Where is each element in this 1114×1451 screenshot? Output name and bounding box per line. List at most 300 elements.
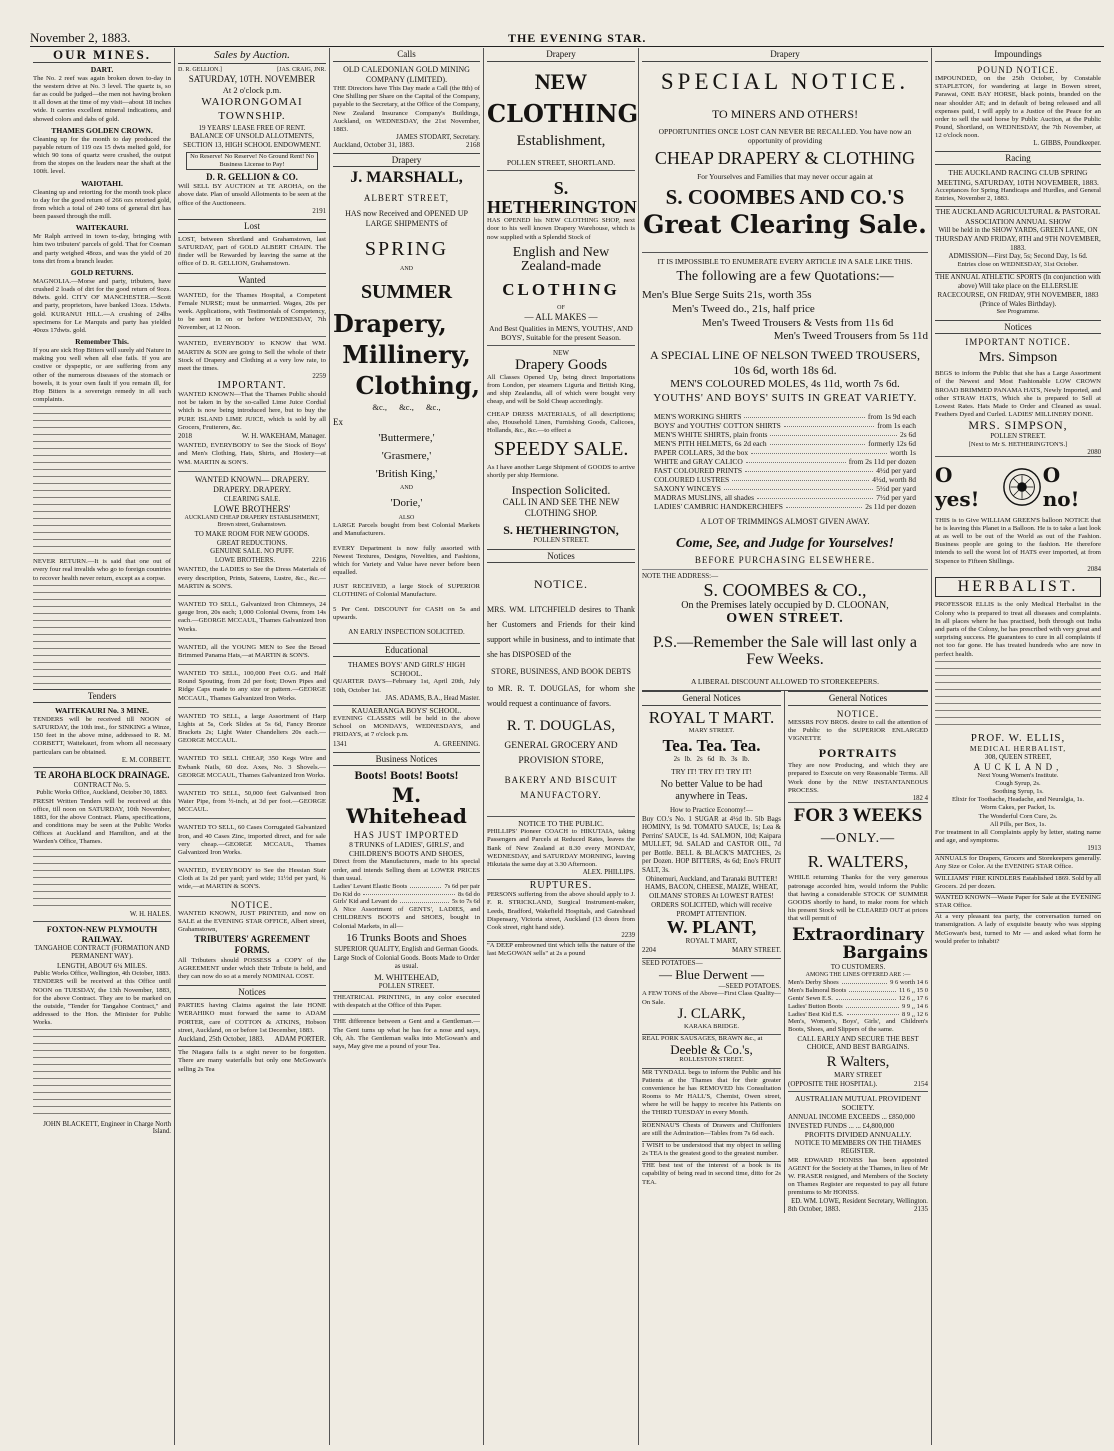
price-value: 8s 6d do xyxy=(457,890,480,898)
parcels: LARGE Parcels bought from best Colonial Markets and Manufacturers. xyxy=(333,522,480,538)
waitekauri-mine-signature: E. M. CORBETT. xyxy=(121,756,171,764)
walters-number: 2154 xyxy=(914,1079,928,1088)
price-item: Ladies' Button Boots xyxy=(788,1002,843,1010)
tea-prices: 2s lb. 2s 6d lb. 3s lb. xyxy=(673,754,750,763)
and-1: AND xyxy=(400,266,413,273)
coombes-name-2: S. COOMBES & CO., xyxy=(703,580,867,601)
public-notice: NOTICE TO THE PUBLIC. xyxy=(487,816,635,828)
price-row xyxy=(654,475,916,484)
see-programme: See Programme. xyxy=(996,308,1040,316)
gold-returns-text: MAGNOLIA.—Morse and party, tributers, have crushed 2 loads of dirt for the good return of 9ozs. 8dwts. gold. CITY OF MANCHESTER.—Scott and party, proprietors, have banked 13ozs. 15dwts. gold. KURANUI HILL.—A crushing of 24lbs specimens for Le Marquis and party has yielded 40ozs 17dwts. gold. xyxy=(33,277,171,334)
wanted-iron: WANTED TO SELL, 60 Cases Corrugated Galvanized Iron, and 40 Cases Zinc, imported direct, and for sale very cheap.—GEORGE MCCAUL, Thames Galvanized Iron Works. xyxy=(178,822,326,862)
liberal-discount: A LIBERAL DISCOUNT ALLOWED TO STOREKEEPERS. xyxy=(642,677,928,691)
kauaeranga-signature: A. GREENING. xyxy=(433,739,480,748)
price-item: Men's Derby Shoes xyxy=(788,979,839,987)
ps-remember: P.S.—Remember the Sale will last only a Few Weeks. xyxy=(653,634,917,668)
wanted-martin-number: 2259 xyxy=(312,373,326,381)
section-notices: Notices xyxy=(487,549,635,563)
douglas-name: R. T. DOUGLAS, xyxy=(506,718,616,735)
balance: BALANCE OF UNSOLD ALLOTMENTS, SECTION 13, HIGH SCHOOL ENDOWMENT. xyxy=(183,132,321,150)
racing-club: THE AUCKLAND RACING CLUB SPRING MEETING, SATURDAY, 10TH NOVEMBER, 1883. xyxy=(937,168,1099,187)
foxton-signature: JOHN BLACKETT, Engineer in Charge North Island. xyxy=(43,1121,171,1136)
price-item: PAPER COLLARS, 3d the box xyxy=(654,447,749,457)
remember-text: If you are sick Hop Bitters will surely aid Nature in making you well when all else fails. If you are costive or dyspeptic, or are suffering from any other of the numerous diseases of the stomach or bowels, it is your own fault if you remain ill, for Hop Bitters is a sovereign remedy in all such complaints. xyxy=(33,347,171,404)
sale-time: At 2 o'clock p.m. xyxy=(222,85,282,96)
simpson-next: [Next to Mr S. HETHERINGTON'S.] xyxy=(968,440,1068,448)
price-row xyxy=(654,430,916,439)
dart-heading: DART. xyxy=(90,64,114,74)
quote-trousers-vests: Men's Tweed Trousers & Vests from 11s 6d xyxy=(702,316,894,329)
waste-paper: WANTED KNOWN—Waste Paper for Sale at the EVENING STAR Office. xyxy=(935,893,1101,910)
high-school: THAMES BOYS' AND GIRLS' HIGH SCHOOL. xyxy=(347,659,466,678)
extraordinary: Extraordinary xyxy=(792,925,924,946)
price-row xyxy=(788,995,928,1003)
article-text-block xyxy=(33,585,171,685)
litchfield-text: MRS. WM. LITCHFIELD desires to Thank her Customers and Friends for their kind support while in business, and to intimate that she has DISPOSED of the xyxy=(487,604,635,660)
lost-text: LOST, between Shortland and Grahamstown, last SATURDAY, part of GOLD ALBERT CHAIN. The finder will be Rewarded by leaving the same at the office of D. R. GELLION, Grahamstown. xyxy=(178,235,326,268)
no-reserve: No Reserve! No Reserve! No Ground Rent! No Business License to Pay! xyxy=(186,152,318,170)
section-wanted: Wanted xyxy=(178,273,326,287)
next-institute: Next Young Women's Institute. xyxy=(977,771,1059,779)
price-value: 7s 6d per pair xyxy=(444,882,480,890)
column-coombes xyxy=(638,48,931,1445)
caledonian-signature: JAMES STODART, Secretary. xyxy=(396,134,480,142)
every-department: EVERY Department is now fully assorted with Newest Textures, Designs, Novelties, and Fashions, which for Variety and Value have never before been equalled. xyxy=(333,544,480,577)
mens-womens: Men's, Women's, Boys', Girls', and Children's Boots, Shoes, and Slippers of the same. xyxy=(788,1018,928,1034)
bargains: Bargains xyxy=(842,943,928,964)
golden-crown-heading: THAMES GOLDEN CROWN. xyxy=(51,125,153,135)
profits-divided: PROFITS DIVIDED ANNUALLY. xyxy=(804,1130,912,1140)
direct: Direct from the Manufacturers, made to his special order, and intends Selling them at LOWER PRICES than usual. xyxy=(333,858,480,882)
general-notices-split xyxy=(642,691,928,1213)
important-notice: IMPORTANT NOTICE. xyxy=(965,337,1071,348)
plant-number: 2204 xyxy=(642,945,656,954)
aroha-contract: CONTRACT No. 5. xyxy=(73,780,131,789)
section-drapery: Drapery xyxy=(487,48,635,62)
column-auctions xyxy=(174,48,329,1445)
price-row xyxy=(788,1011,928,1019)
invested-funds: INVESTED FUNDS ... ... £4,800,000 xyxy=(788,1121,895,1130)
caledonian-heading: OLD CALEDONIAN GOLD MINING COMPANY (LIMITED). xyxy=(343,65,470,84)
plant-name: W. PLANT, xyxy=(666,917,757,938)
quotations: The following are a few Quotations:— xyxy=(676,269,894,285)
niagara-text: The Niagara falls is a sight never to be forgotten. There are many waterfalls but only one McGowan's selling 2s Tea xyxy=(178,1046,326,1074)
price-row xyxy=(333,898,480,906)
plant-street: MARY STREET. xyxy=(731,945,781,954)
price-value: 5½d per yard xyxy=(876,483,916,493)
deeble: Deeble & Co.'s, xyxy=(670,1041,753,1057)
gellion-firm: D. R. GELLION & CO. xyxy=(206,172,298,183)
remedy-5: The Wonderful Corn Cure, 2s. xyxy=(978,812,1058,820)
wanted-pipe: WANTED TO SELL, 50,000 feet Galvanised Iron Water Pipe, from ½-inch, at 3d per foot.—GEORGE MCCAUL. xyxy=(178,788,326,820)
karaka-bridge: KARAKA BRIDGE. xyxy=(684,1022,739,1030)
new-heading: NEW xyxy=(534,69,588,94)
all-makes: — ALL MAKES — xyxy=(524,312,598,323)
nice-assortment: A Nice Assortment of GENTS', LADIES, and CHILDREN'S BOOTS and SHOES, bought in Colonial Markets, in all— xyxy=(333,906,480,930)
few-tons: A FEW TONS of the Above—First Class Quality—On Sale. xyxy=(642,990,781,1006)
herbalist-end: For treatment in all Complaints apply by letter, stating name and age, and symptoms. xyxy=(935,828,1101,845)
drapery-goods: Drapery Goods xyxy=(514,357,608,374)
remember-heading: Remember This. xyxy=(75,337,129,347)
claims-text: PARTIES having Claims against the late HONE WERAHIKO must forward the same to ADAM PORTER, care of COTTON & ATKINS, Hobson street, Auckland, on or before 1st December, 1883. xyxy=(178,1002,326,1034)
price-item: FAST COLOURED PRINTS xyxy=(654,465,743,475)
price-value: from 1s 9d each xyxy=(867,411,916,421)
herbalist-text: PROFESSOR ELLIS is the only Medical Herbalist in the Colony who is prepared to treat all diseases and complaints. In all places where he has practised, both through out India and parts of the Colony, he has prescribed with very great and surprising success. He guarantees to cure in all complaints if not too far gone. He has treated hundreds who are now in perfect health. xyxy=(935,601,1101,658)
price-row xyxy=(654,421,916,430)
dart-text: The No. 2 reef was again broken down to-day in the western drive at No. 3 level. The quartz is, so far as could be judged—the men not having broken it all down at the time of my visit—about 18 inches wide. It carries excellent mineral indications, and showed colors and dabs of gold. xyxy=(33,74,171,123)
price-value: worth 1s xyxy=(889,447,916,457)
impossible: IT IS IMPOSSIBLE TO ENUMERATE EVERY ARTICLE IN A SALE LIKE THIS. xyxy=(642,252,928,266)
price-row xyxy=(654,448,916,457)
orders: ORDERS SOLICITED, which will receive PROMPT ATTENTION. xyxy=(651,900,772,918)
claims-date: Auckland, 25th October, 1883. xyxy=(178,1034,265,1043)
walters-text: WHILE returning Thanks for the very generous patronage accorded him, would inform the Public that having a considerable STOCK OF SUMMER GOODS shortly to hand, to make room for which his present Stock will be CLEARED OUT at prices that will permit of xyxy=(788,874,928,923)
important-text: WANTED KNOWN—That the Thames Public should not be taken in by the so-called Lime Juice Cordial which is now being introduced here, but to buy the PURE ISLAND LIME JUICE, which is sold by all Grocers, Fruiterers, &c. xyxy=(178,391,326,431)
column-mines xyxy=(30,48,174,1445)
price-row xyxy=(654,439,916,448)
albert-street: ALBERT STREET, xyxy=(363,193,450,204)
millinery-script: Millinery, xyxy=(342,339,471,369)
among-lines: AMONG THE LINES OFFERED ARE :— xyxy=(805,971,911,978)
remedy-2: Soothing Syrup, 1s. xyxy=(992,788,1044,796)
and-2: AND xyxy=(400,485,413,492)
pound-signature: L. GIBBS, Poundkeeper. xyxy=(1033,140,1101,148)
members-notice: NOTICE TO MEMBERS ON THE THAMES REGISTER. xyxy=(794,1139,922,1156)
price-row xyxy=(333,883,480,891)
call-early: CALL EARLY AND SECURE THE BEST CHOICE, AND BEST BARGAINS. xyxy=(797,1034,919,1052)
remedy-3: Elixir for Toothache, Headache, and Neuralgia, 1s. xyxy=(952,796,1084,804)
township: WAIORONGOMAI TOWNSHIP. xyxy=(201,96,303,122)
section-impoundings: Impoundings xyxy=(935,48,1101,62)
price-row xyxy=(654,484,916,493)
ship-buttermere: 'Buttermere,' xyxy=(378,432,435,445)
economy: How to Practice Economy!— xyxy=(669,806,753,815)
auction-text: Will SELL BY AUCTION at TE AROHA, on the above date. Plan of unsold Allotments to be seen at the office of the Auctioneers. xyxy=(178,183,326,207)
pork-sausages: REAL PORK SAUSAGES, BRAWN &c., at xyxy=(642,1034,781,1043)
waiotahi-heading: WAIOTAHI. xyxy=(81,178,123,188)
note-address: NOTE THE ADDRESS:— xyxy=(642,569,928,581)
waiotahi-text: Cleaning up and retorting for the month took place to day for the good return of 266 ozs retorted gold, from which a total of 240 tons of general dirt has been passed through the mill. xyxy=(33,188,171,221)
tyndall-text: MR TYNDALL begs to inform the Public and his Patients at the Thames that for their greater convenience he has REMOVED his Consultation Rooms to Mr HALL'S, Chemist, Owen street, where he will be happy to receive his Patients on the THIRD TUESDAY in every Month. xyxy=(642,1068,781,1117)
to-customers: TO CUSTOMERS. xyxy=(830,963,886,972)
important-number: 2018 xyxy=(178,431,192,440)
coombes-name: S. COOMBES AND CO.'S xyxy=(665,184,905,209)
simpson-text: BEGS to inform the Public that she has a Large Assortment of the Newest and Most Fashionable LOW CROWN BROAD BRIMMED PANAMA HATS, Newly Imported, and other STRAW HATS, Which she is prepared to Sell at Lowest Rates. Hats Made to Order and Cleaned as usual. Feathers Dyed and Curled. LADIES' MILLINERY DONE. xyxy=(935,370,1101,419)
amp-signature: ED. WM. LOWE, Resident Secretary, Wellington. xyxy=(791,1197,928,1205)
walters-name: R. WALTERS, xyxy=(807,851,909,871)
price-item: SAXONY WINCEYS xyxy=(654,483,721,493)
waitekauri-mine-heading: WAITEKAURI No. 3 MINE. xyxy=(55,705,149,715)
whitehead-name: M. Whitehead xyxy=(346,782,467,828)
pollen-street: POLLEN STREET, SHORTLAND. xyxy=(487,158,635,171)
establishment: Establishment, xyxy=(516,133,606,150)
prof-ellis: PROF. W. ELLIS, xyxy=(970,731,1066,744)
ruptures-heading: RUPTURES. xyxy=(487,879,635,891)
butter: Ohinemuri, Auckland, and Taranaki BUTTER! xyxy=(645,874,778,883)
hetherington-opened: HAS OPENED his NEW CLOTHING SHOP, next door to his well known Drapery Warehouse, which is now supplied with a Splendid Stock of xyxy=(487,217,635,241)
marshall-received: HAS now Received and OPENED UP LARGE SHIPMENTS of xyxy=(345,209,468,229)
price-value: 4½d, worth 8d xyxy=(872,474,916,484)
discount: 5 Per Cent. DISCOUNT for CASH on 5s and upwards. xyxy=(333,605,480,621)
simpson-name-2: MRS. SIMPSON, xyxy=(968,418,1068,433)
notice-heading: NOTICE. xyxy=(534,576,588,591)
quote-trousers: Men's Tweed Trousers from 5s 11d xyxy=(773,330,928,343)
foxton-text: TENDERS will be received at this Office until NOON on TUESDAY, the 13th November, 1883, for the above Contract. They are to be marked on the outside, "Tender for Tangahoe Contract," and addressed to the Hon. the Minister for Public Works. xyxy=(33,978,171,1027)
waitekauri-text: Mr Ralph arrived in town to-day, bringing with him two tributers' parcels of gold. That for Cosman and party weighed 48ozs, and was the yield of 20 tons dirt from a branch leader. xyxy=(33,233,171,265)
blue-derwent: — Blue Derwent — xyxy=(658,967,765,983)
pound-text: IMPOUNDED, on the 25th October, by Constable STAPLETON, for wandering at large in Bowen street, Parawai, ONE BAY HORSE, black points, branded on the near shoulder AE; and in default of being released and all expenses paid, I will apply to a Justice of the Peace for an order to sell the said horse by Public Auction, at the Public Pound, Shortland, on WEDNESDAY, the 7th November, at 12 o'clock noon. xyxy=(935,75,1101,140)
annuals: ANNUALS for Drapers, Grocers and Storekeepers generally. Any Size or Color. At the EVENING STAR Office. xyxy=(935,855,1101,871)
book-test-text: THE best test of the interest of a book is its capability of being read in second time, ditto for 2s TEA. xyxy=(642,1162,781,1186)
foxton-office: Public Works Office, Wellington, 4th October, 1883. xyxy=(33,970,171,978)
section-tenders: Tenders xyxy=(33,689,171,703)
section-drapery: Drapery xyxy=(642,48,928,62)
caledonian-number: 2168 xyxy=(466,141,480,150)
balloon-text: THIS is to Give WILLIAM GREEN'S balloon NOTICE that he is leaving this Planet in a Balloon. He is to take a last look at as well to be out of the World as out of the Fashion. Business people are going to the fashion. He therefore intends to sell the worst lot of HATS ever imported, at from Sixpence to Fifteen Shillings. xyxy=(935,516,1101,565)
nelson-trousers: A SPECIAL LINE OF NELSON TWEED TROUSERS, 10s 6d, worth 18s 6d. xyxy=(649,348,921,378)
notice-heading: NOTICE. xyxy=(230,899,274,910)
simpson-number: 2080 xyxy=(1087,448,1101,456)
price-item: Ladies' Best Kid E.S. xyxy=(788,1010,844,1018)
price-value: 5s to 7s 6d xyxy=(452,898,480,906)
tributers-text: All Tributers should POSSESS a COPY of the AGREEMENT under which their Tribute is held, and they can now do so at a merely NOMINAL COST. xyxy=(178,956,326,980)
douglas-transfer: to MR. R. T. DOUGLAS, for whom she would request a continuance of favors. xyxy=(487,683,635,708)
price-value: from 1s each xyxy=(877,420,916,430)
price-row xyxy=(333,891,480,899)
balloon-number: 2084 xyxy=(1087,565,1101,573)
come-see-judge: Come, See, and Judge for Yourselves! xyxy=(676,535,894,551)
waitekauri-heading: WAITEKAURI. xyxy=(75,223,129,233)
aroha-signature: W. H. HALES. xyxy=(129,910,171,918)
kauaeranga-text: EVENING CLASSES will be held in the above School on MONDAYS, WEDNESDAYS, and FRIDAYS, at 7 o'clock p.m. xyxy=(333,715,480,739)
price-item: MEN'S PITH HELMETS, 6s 2d each xyxy=(654,438,767,448)
price-value: from 2s 11d per dozen xyxy=(848,456,916,466)
tributers-forms: TRIBUTERS' AGREEMENT FORMS. xyxy=(194,934,310,956)
price-row xyxy=(654,457,916,466)
article-text-block xyxy=(33,1029,171,1119)
auckland: AUCKLAND, xyxy=(973,761,1063,772)
wanted-known-forms: WANTED KNOWN, JUST PRINTED, and now on SALE at the EVENING STAR OFFICE, Albert street, Grahamstown, xyxy=(178,909,326,933)
also: ALSO xyxy=(398,514,415,521)
herbalist-number: 1913 xyxy=(1087,845,1101,853)
price-item: MEN'S WHITE SHIRTS, plain fronts xyxy=(654,429,768,439)
section-sales-by-auction: Sales by Auction. xyxy=(178,48,326,64)
genuine-sale: GENUINE SALE. NO PUFF. xyxy=(210,547,294,556)
important-signature: W. H. WAKEHAM, Manager. xyxy=(241,431,326,440)
plant-sub: ROYAL T MART, xyxy=(685,937,738,946)
english-goods: SUPERIOR QUALITY, English and German Goods. Large Stock of Colonial Goods. Boots Made to Order as usual. xyxy=(333,946,480,971)
section-educational: Educational xyxy=(333,643,480,657)
quote-tweed: Men's Tweed do., 21s, half price xyxy=(672,302,815,315)
summer: SUMMER xyxy=(360,280,453,303)
lowe-establishment: AUCKLAND CHEAP DRAPERY ESTABLISHMENT, Brown street, Grahamstown. xyxy=(184,514,320,529)
grocery: GENERAL GROCERY AND PROVISION STORE, xyxy=(504,740,618,766)
new-2: NEW xyxy=(553,349,569,358)
families: For Yourselves and Families that may never occur again at xyxy=(697,172,873,182)
all-classes: All Classes Opened Up, being direct Importations from London, per steamers Liguria and British King, and ship Zealandia, all of which were bought very cheap, and will be Sold Cheap accordingly. xyxy=(487,373,635,406)
wanted-known-drapery: WANTED KNOWN— DRAPERY. DRAPERY. DRAPERY. xyxy=(194,474,310,494)
premises: On the Premises lately occupied by D. CLOONAN, xyxy=(681,599,889,611)
waitekauri-mine-text: TENDERS will be received till NOON of SATURDAY, the 10th inst., for SINKING a Winze, 150 feet in the above mine, addressed to R. M. CORBETT, Waitekauri, from whom all necessary particulars can be obtained. xyxy=(33,715,171,756)
theatrical-printing: THEATRICAL PRINTING, in any color executed with despatch at the Office of this Paper. xyxy=(333,991,480,1015)
lowe-number: 2216 xyxy=(312,556,326,565)
price-value: 12 6 ,, 17 6 xyxy=(898,994,928,1002)
clearing-sale: CLEARING SALE. xyxy=(223,494,281,503)
racing-text: Acceptances for Spring Handicaps and Hurdles, and General Entries, November 2, 1883. xyxy=(935,187,1101,203)
hetherington-name-2: S. HETHERINGTON, xyxy=(503,522,619,537)
wanted-spouting: WANTED TO SELL, 100,000 Feet O.G. and Half Round Spouting, from 2d per foot; Down Pipes and Ridge Caps made to any size or pattern.—GEORGE MCCAUL, Thames Galvanized Iron Works. xyxy=(178,668,326,708)
section-business-notices: Business Notices xyxy=(333,752,480,766)
try-it: TRY IT! TRY IT! TRY IT! xyxy=(671,766,752,776)
price-value: 11 6 ,, 15 0 xyxy=(898,987,928,995)
early-inspection: AN EARLY INSPECTION SOLICITED. xyxy=(348,627,465,636)
price-value: 2s 11d per dozen xyxy=(865,501,916,511)
section-general-notices-2: General Notices xyxy=(788,691,928,706)
section-lost: Lost xyxy=(178,219,326,233)
price-item: Do Kid do xyxy=(333,890,361,898)
call-in: CALL IN AND SEE THE NEW CLOTHING SHOP. xyxy=(502,497,620,519)
general-notices-left xyxy=(642,691,785,1213)
show-text: Will be held in the SHOW YARDS, GREEN LANE, ON THURSDAY AND FRIDAY, 8TH and 9TH NOVEMBER, 1883. xyxy=(935,226,1101,252)
price-row xyxy=(654,466,916,475)
section-general-notices: General Notices xyxy=(642,691,781,706)
price-value: 9 9 ,, 14 6 xyxy=(902,1002,928,1010)
firm-left: D. R. GELLION.] xyxy=(178,67,222,73)
o-no: O no! xyxy=(1042,462,1080,511)
caledonian-date: Auckland, October 31, 1883. xyxy=(333,141,415,150)
ap-association: THE AUCKLAND AGRICULTURAL & PASTORAL ASSOCIATION ANNUAL SHOW xyxy=(935,207,1101,226)
simpson-street: POLLEN STREET. xyxy=(990,431,1046,440)
clothing-script: Clothing, xyxy=(355,371,480,401)
sale-date: SATURDAY, 10TH. NOVEMBER xyxy=(188,74,316,85)
amp-date: 8th October, 1883. xyxy=(788,1204,841,1213)
price-value: 8 9 ,, 12 6 xyxy=(902,1010,928,1018)
another-shipment: As I have another Large Shipment of GOODS to arrive shortly per ship Hermione. xyxy=(487,464,635,480)
owen-street: OWEN STREET. xyxy=(726,611,844,627)
clothing-heading: CLOTHING xyxy=(487,99,638,129)
ruptures-number: 2239 xyxy=(621,932,635,940)
medical-herbalist: MEDICAL HERBALIST, xyxy=(969,744,1067,754)
admission: ADMISSION—First Day, 5s; Second Day, 1s 6d. xyxy=(948,252,1088,261)
trunks-16: 16 Trunks Boots and Shoes xyxy=(346,931,467,944)
honiss-text: MR EDWARD HONISS has been appointed AGENT for the Society at the Thames, in lieu of Mr W. FRASER resigned, and Members of the Society on Thames Register are requested to pay all future premiums to Mr HONISS. xyxy=(788,1156,928,1197)
ship-british-king: 'British King,' xyxy=(375,467,438,480)
make-room: TO MAKE ROOM FOR NEW GOODS. xyxy=(194,529,310,538)
article-text-block xyxy=(935,661,1101,731)
portraits: PORTRAITS xyxy=(818,745,898,760)
foy-text: MESSRS FOY BROS. desire to call the attention of the Public to the SUPERIOR ENLARGED VIGNETTE xyxy=(788,719,928,743)
athletic-sports: THE ANNUAL ATHLETIC SPORTS (In conjunction with above) Will take place on the ELLERSLIE RACECOURSE, ON FRIDAY, 9TH NOVEMBER, 1883 (Prince of Wales Birthday). xyxy=(935,273,1101,308)
clark-name: J. CLARK, xyxy=(677,1005,746,1022)
inspection-solicited: Inspection Solicited. xyxy=(511,483,611,498)
ship-grasmere: 'Grasmere,' xyxy=(381,449,432,462)
pound-notice: POUND NOTICE. xyxy=(977,65,1059,75)
price-value: formerly 12s 6d xyxy=(868,438,916,448)
gold-returns-heading: GOLD RETURNS. xyxy=(70,267,134,277)
english-nz: English and New Zealand-made xyxy=(512,244,610,275)
gent-text: THE difference between a Gent and a Gentleman.—The Gent turns up what he has for a nose and says, Oh, Ah. The Gentleman walks into McGowan's and says, May give me a pound of your Tea. xyxy=(333,1018,480,1050)
boots-heading: Boots! Boots! Boots! xyxy=(354,768,459,782)
amp-number: 2135 xyxy=(914,1204,928,1213)
simpson-name: Mrs. Simpson xyxy=(978,350,1058,366)
lowe-signature: LOWE BROTHERS. xyxy=(214,556,276,565)
aroha-office: Public Works Office, Auckland, October 30, 1883. xyxy=(36,789,168,797)
ruptures-text: PERSONS suffering from the above should apply to J. F. R. STRICKLAND, Surgical Instrument-maker, Leeds, Bradford, Wakefield Hospitals, and Gateshead Dispensary, Victoria street, Auckland (13 doors from Cook street, right hand side). xyxy=(487,891,635,931)
price-list xyxy=(654,412,916,511)
tea-party-text: At a very pleasant tea party, the conversation turned on transmigration. A lady of exquisite beauty who was sipping McGowan's best, turned to Mr — and asked what form he would prefer to inhabit? xyxy=(935,913,1101,945)
just-received: JUST RECEIVED, a large Stock of SUPERIOR CLOTHING of Colonial Manufacture. xyxy=(333,583,480,599)
whitehead-signature: M. WHITEHEAD, xyxy=(374,971,439,982)
wanted-ladies: WANTED, the LADIES to See the Dress Materials of every description, Prints, Sateens, Lustre, &c., &c.—MARTIN & SON'S. xyxy=(178,564,326,596)
section-notices: Notices xyxy=(178,985,326,999)
price-value: 9 6 worth 14 6 xyxy=(890,979,928,987)
aroha-heading: TE AROHA BLOCK DRAINAGE. xyxy=(34,769,170,780)
remedy-6: All Pills, per Box, 1s. xyxy=(989,820,1047,828)
tea-object-text: I WISH to be understood that my object in selling 2s TEA is the greatest good to the greatest number. xyxy=(642,1141,781,1158)
marshall-name: J. MARSHALL, xyxy=(350,169,463,187)
issue-date: November 2, 1883. xyxy=(30,30,131,45)
masthead xyxy=(30,30,1104,47)
only: —ONLY.— xyxy=(820,830,896,846)
price-item: MADRAS MUSLINS, all shades xyxy=(654,492,755,502)
wanted-martin: WANTED, EVERYBODY to KNOW that WM. MARTIN & SON are going to Sell the whole of their Stock of Drapery and Clothing at a very low rate, to meet the times. xyxy=(178,340,326,372)
royal-mart: ROYAL T MART. xyxy=(648,708,775,728)
wanted-kegs: WANTED TO SELL CHEAP, 350 Kegs Wire and Ewbank Nails, 60 doz. Axes, No. 3 Shovels.—GEORGE MCCAUL, Thames Galvanized Iron Works. xyxy=(178,753,326,785)
great-clearing-sale: Great Clearing Sale. xyxy=(643,209,927,239)
wanted-stair-cloth: WANTED, EVERYBODY to See the Hessian Stair Cloth at 1s 2d per yard; yard wide; 11½d per yard, ¾ wide,—at MARTIN & SON'S. xyxy=(178,865,326,897)
column-calls xyxy=(329,48,483,1445)
of: OF xyxy=(557,304,565,311)
pollen-street-2: POLLEN STREET. xyxy=(533,536,589,545)
price-item: MEN'S WORKING SHIRTS xyxy=(654,411,742,421)
amp-society: AUSTRALIAN MUTUAL PROVIDENT SOCIETY. xyxy=(788,1091,928,1113)
walters-name-2: R Walters, xyxy=(826,1054,890,1071)
price-value: 7½d per yard xyxy=(876,492,916,502)
general-notices-right xyxy=(785,691,928,1213)
foxton-length: LENGTH, ABOUT 6¼ MILES. xyxy=(56,961,148,970)
seed-potatoes: SEED POTATOES— xyxy=(642,958,781,968)
price-value: 2s 6d xyxy=(899,429,916,439)
foy-process: They are now Producing, and which they are prepared to Execute on very Reasonable Terms. All Work done by the NEW INSTANTANEOUS PROCESS. xyxy=(788,762,928,794)
o-yes-banner xyxy=(935,456,1101,517)
trunks: 8 TRUNKS of LADIES', GIRLS', and CHILDREN'S BOOTS AND SHOES, xyxy=(348,839,465,858)
price-row xyxy=(788,979,928,987)
remember-end: NEVER RETURN.—It is said that one out of every four real invalids who go to foreign countries to recover health never return, except as a corpse. xyxy=(33,558,171,582)
bakery: BAKERY AND BISCUIT MANUFACTORY. xyxy=(504,775,618,800)
price-row xyxy=(788,1003,928,1011)
walters-price-list xyxy=(788,979,928,1018)
phillips-signature: ALEX. PHILLIPS. xyxy=(582,869,635,877)
high-school-signature: JAS. ADAMS, B.A., Head Master. xyxy=(385,694,480,702)
remedy-1: Cough Syrup, 2s. xyxy=(995,780,1041,788)
wanted-chimneys: WANTED TO SELL, Galvanized Iron Chimneys, 24 gauge Iron, 20s each; 1,000 Colonial Ovens, from 14s each.—GEORGE MCCAUL, Thames Galvanized Iron Works. xyxy=(178,599,326,639)
spring: SPRING xyxy=(364,238,449,261)
cheap-dress: CHEAP DRESS MATERIALS, of all descriptions; also, Household Linen, Furnishing Goods, Calicoes, Hollands, &c., &c.—to effect a xyxy=(487,410,635,434)
important-heading: IMPORTANT. xyxy=(217,380,287,392)
economy-text: Buy CO.'s No. 1 SUGAR at 4½d lb. 5lb Bags HOMINY, 1s 9d. TOMATO SAUCE, 1s; Lea & Perrins' SAUCE, 1s 4d. SALMON, 10d; Kaipara MULLET, 9d. SALAD and CASTOR OIL, 7d per Bottle. BELL & BLACK'S MATCHES, 2s per Dozen. HOP BITTERS, 4s 6d; Eno's FRUIT SALT, 3s. xyxy=(642,814,781,874)
price-item: BOYS' and YOUTHS' COTTON SHIRTS xyxy=(654,420,781,430)
phillips-text: PHILLIPS' Pioneer COACH to HIKUTAIA, taking Passengers and Parcels at Reduced Rates, leaves the Bank of New Zealand at 8.30 every MONDAY, WEDNESDAY, and SATURDAY MORNING, leaving Hikutaia the same day at 3.30 Afternoon. xyxy=(487,828,635,868)
opportunities: OPPORTUNITIES ONCE LOST CAN NEVER BE RECALLED. You have now an opportunity of providing xyxy=(658,126,912,146)
aroha-text: FRESH Written Tenders will be received at this office, till noon on SATURDAY, 10th November, 1883, for the above Contract. Plans, specifications, and conditions may be seen at the Public Works Offices at Auckland and Hamilton, and at the Warden's Office, Thames. xyxy=(33,797,171,846)
foxton-subheading: TANGAHOE CONTRACT (FORMATION AND PERMANENT WAY). xyxy=(34,944,170,961)
boot-price-list xyxy=(333,883,480,906)
tint-text: "A DEEP embrowned tint which tells the nature of the last McGOWAN sells" at 2s a pound xyxy=(487,942,635,958)
mary-street: MARY STREET. xyxy=(688,726,735,734)
speedy-sale: SPEEDY SALE. xyxy=(493,438,629,461)
clothing-2: CLOTHING xyxy=(502,280,620,300)
entries-close: Entries close on WEDNESDAY, 31st October. xyxy=(957,261,1079,269)
